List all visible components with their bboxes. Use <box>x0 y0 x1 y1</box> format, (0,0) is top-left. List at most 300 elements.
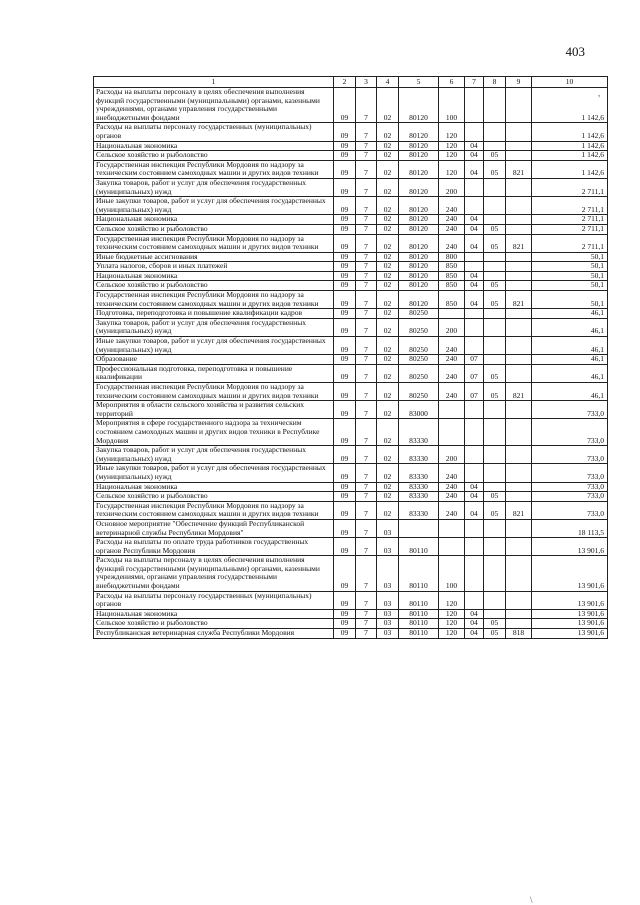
code-cell <box>484 178 506 196</box>
code-cell: 02 <box>377 281 399 291</box>
code-cell: 09 <box>334 538 356 556</box>
code-cell: 120 <box>439 619 465 629</box>
code-cell: 05 <box>484 160 506 178</box>
code-cell: 05 <box>484 501 506 519</box>
code-cell: 09 <box>334 197 356 215</box>
code-cell <box>484 401 506 419</box>
code-cell: 7 <box>356 401 377 419</box>
code-cell: 03 <box>377 609 399 619</box>
code-cell: 7 <box>356 271 377 281</box>
table-row <box>94 355 608 365</box>
code-cell: 09 <box>334 271 356 281</box>
code-cell: 7 <box>356 309 377 319</box>
code-cell: 05 <box>484 291 506 309</box>
code-cell: 09 <box>334 501 356 519</box>
code-cell <box>506 556 532 591</box>
code-cell: 05 <box>484 281 506 291</box>
code-cell: 02 <box>377 291 399 309</box>
table-row <box>94 291 608 309</box>
code-cell: 7 <box>356 629 377 639</box>
code-cell: 7 <box>356 160 377 178</box>
code-cell <box>506 482 532 492</box>
code-cell: 09 <box>334 446 356 464</box>
row-name: Национальная экономика <box>94 215 334 225</box>
code-cell: 04 <box>465 492 484 502</box>
amount-cell: 2 711,1 <box>532 234 608 252</box>
amount-cell: 1 142,6 <box>532 160 608 178</box>
row-name: Национальная экономика <box>94 271 334 281</box>
code-cell: 02 <box>377 309 399 319</box>
column-header: 3 <box>356 77 377 88</box>
code-cell: 02 <box>377 355 399 365</box>
amount-cell: 46,1 <box>532 318 608 336</box>
code-cell: 7 <box>356 355 377 365</box>
row-name: Уплата налогов, сборов и иных платежей <box>94 262 334 272</box>
row-name: Образование <box>94 355 334 365</box>
code-cell: 120 <box>439 123 465 141</box>
code-cell <box>484 262 506 272</box>
code-cell: 7 <box>356 337 377 355</box>
code-cell: 100 <box>439 88 465 123</box>
row-name: Расходы на выплаты по оплате труда работников государственных органов Республики Мордовия <box>94 538 334 556</box>
code-cell: 7 <box>356 446 377 464</box>
code-cell <box>465 262 484 272</box>
code-cell: 07 <box>465 364 484 382</box>
code-cell <box>506 446 532 464</box>
code-cell: 7 <box>356 364 377 382</box>
code-cell <box>465 464 484 482</box>
code-cell: 83330 <box>399 419 439 446</box>
amount-cell: 733,0 <box>532 492 608 502</box>
code-cell: 240 <box>439 364 465 382</box>
row-name: Государственная инспекция Республики Мордовия по надзору за техническим состоянием самоходных машин и других видов техники <box>94 234 334 252</box>
code-cell: 02 <box>377 88 399 123</box>
amount-cell: 2 711,1 <box>532 178 608 196</box>
code-cell <box>484 252 506 262</box>
amount-cell: 13 901,6 <box>532 629 608 639</box>
code-cell: 80120 <box>399 291 439 309</box>
table-row <box>94 464 608 482</box>
row-name: Государственная инспекция Республики Мордовия по надзору за техническим состоянием самоходных машин и других видов техники <box>94 501 334 519</box>
table-row <box>94 501 608 519</box>
code-cell: 821 <box>506 501 532 519</box>
code-cell: 80120 <box>399 215 439 225</box>
code-cell <box>506 262 532 272</box>
row-name: Национальная экономика <box>94 609 334 619</box>
code-cell: 80120 <box>399 151 439 161</box>
code-cell <box>484 197 506 215</box>
code-cell: 240 <box>439 197 465 215</box>
amount-cell: 13 901,6 <box>532 609 608 619</box>
code-cell: 240 <box>439 501 465 519</box>
code-cell <box>506 492 532 502</box>
table-row <box>94 215 608 225</box>
amount-cell: 2 711,1 <box>532 197 608 215</box>
code-cell: 09 <box>334 383 356 401</box>
amount-cell: 50,1 <box>532 262 608 272</box>
code-cell <box>484 464 506 482</box>
column-header: 6 <box>439 77 465 88</box>
code-cell: 80120 <box>399 281 439 291</box>
code-cell <box>506 337 532 355</box>
table-row <box>94 309 608 319</box>
code-cell: 7 <box>356 224 377 234</box>
code-cell <box>506 281 532 291</box>
code-cell: 07 <box>465 355 484 365</box>
code-cell <box>484 591 506 609</box>
code-cell: 05 <box>484 629 506 639</box>
code-cell: 7 <box>356 556 377 591</box>
table-row <box>94 419 608 446</box>
table-row <box>94 591 608 609</box>
code-cell: 80120 <box>399 160 439 178</box>
code-cell <box>506 271 532 281</box>
code-cell: 02 <box>377 401 399 419</box>
row-name: Государственная инспекция Республики Мордовия по надзору за техническим состоянием самоходных машин и других видов техники <box>94 383 334 401</box>
row-name: Иные закупки товаров, работ и услуг для обеспечения государственных (муниципальных) нужд <box>94 464 334 482</box>
code-cell: 04 <box>465 151 484 161</box>
row-name: Иные бюджетные ассигнования <box>94 252 334 262</box>
code-cell: 120 <box>439 609 465 619</box>
code-cell: 7 <box>356 318 377 336</box>
row-name: Закупка товаров, работ и услуг для обеспечения государственных (муниципальных) нужд <box>94 446 334 464</box>
code-cell: 09 <box>334 309 356 319</box>
code-cell: 120 <box>439 591 465 609</box>
code-cell <box>484 556 506 591</box>
code-cell: 02 <box>377 501 399 519</box>
page-number: 403 <box>565 44 585 59</box>
code-cell: 200 <box>439 446 465 464</box>
code-cell: 04 <box>465 215 484 225</box>
row-name: Иные закупки товаров, работ и услуг для обеспечения государственных (муниципальных) нужд <box>94 197 334 215</box>
code-cell: 03 <box>377 591 399 609</box>
code-cell: 80110 <box>399 556 439 591</box>
code-cell: 7 <box>356 234 377 252</box>
code-cell: 09 <box>334 123 356 141</box>
code-cell: 80250 <box>399 355 439 365</box>
code-cell <box>439 309 465 319</box>
code-cell: 80120 <box>399 178 439 196</box>
code-cell: 240 <box>439 492 465 502</box>
row-name: Национальная экономика <box>94 141 334 151</box>
code-cell: 7 <box>356 609 377 619</box>
code-cell: 09 <box>334 224 356 234</box>
table-row <box>94 197 608 215</box>
code-cell: 821 <box>506 160 532 178</box>
code-cell: 7 <box>356 262 377 272</box>
code-cell: 240 <box>439 383 465 401</box>
code-cell: 02 <box>377 271 399 281</box>
code-cell: 04 <box>465 291 484 309</box>
amount-cell: 50,1 <box>532 291 608 309</box>
row-name: Государственная инспекция Республики Мордовия по надзору за техническим состоянием самоходных машин и других видов техники <box>94 291 334 309</box>
code-cell <box>506 309 532 319</box>
row-name: Государственная инспекция Республики Мордовия по надзору за техническим состоянием самоходных машин и других видов техники <box>94 160 334 178</box>
amount-cell: 46,1 <box>532 364 608 382</box>
code-cell: 120 <box>439 160 465 178</box>
code-cell <box>465 591 484 609</box>
row-name: Мероприятия в сфере государственного надзора за техническим состоянием самоходных машин и других видов техники в Республике Мордовия <box>94 419 334 446</box>
code-cell: 09 <box>334 629 356 639</box>
code-cell <box>439 419 465 446</box>
code-cell: 04 <box>465 160 484 178</box>
code-cell: 7 <box>356 252 377 262</box>
amount-cell: 46,1 <box>532 383 608 401</box>
code-cell: 05 <box>484 364 506 382</box>
amount-cell: 50,1 <box>532 271 608 281</box>
code-cell: 07 <box>465 383 484 401</box>
code-cell <box>484 309 506 319</box>
code-cell: 05 <box>484 224 506 234</box>
code-cell: 7 <box>356 501 377 519</box>
code-cell: 04 <box>465 482 484 492</box>
table-row <box>94 318 608 336</box>
code-cell: 80250 <box>399 309 439 319</box>
code-cell <box>484 123 506 141</box>
code-cell: 200 <box>439 178 465 196</box>
code-cell <box>506 519 532 537</box>
code-cell <box>465 538 484 556</box>
code-cell <box>506 215 532 225</box>
code-cell: 7 <box>356 538 377 556</box>
table-row <box>94 151 608 161</box>
code-cell: 02 <box>377 252 399 262</box>
table-row <box>94 234 608 252</box>
code-cell: 200 <box>439 318 465 336</box>
code-cell: 83330 <box>399 464 439 482</box>
header-row <box>94 77 608 88</box>
row-name: Расходы на выплаты персоналу государственных (муниципальных) органов <box>94 123 334 141</box>
code-cell: 03 <box>377 519 399 537</box>
code-cell <box>506 464 532 482</box>
code-cell: 09 <box>334 364 356 382</box>
code-cell: 821 <box>506 383 532 401</box>
table-row <box>94 88 608 123</box>
code-cell: 7 <box>356 519 377 537</box>
code-cell <box>465 519 484 537</box>
code-cell <box>484 337 506 355</box>
code-cell: 80250 <box>399 383 439 401</box>
code-cell: 09 <box>334 519 356 537</box>
table-row <box>94 224 608 234</box>
code-cell: 7 <box>356 123 377 141</box>
code-cell <box>484 446 506 464</box>
amount-cell: 13 901,6 <box>532 619 608 629</box>
code-cell: 83000 <box>399 401 439 419</box>
code-cell <box>506 252 532 262</box>
code-cell: 09 <box>334 215 356 225</box>
table-row <box>94 538 608 556</box>
code-cell: 7 <box>356 141 377 151</box>
code-cell: 02 <box>377 419 399 446</box>
code-cell: 80120 <box>399 224 439 234</box>
row-name: Мероприятия в области сельского хозяйства и развития сельских территорий <box>94 401 334 419</box>
code-cell <box>465 252 484 262</box>
code-cell <box>465 337 484 355</box>
code-cell: 240 <box>439 215 465 225</box>
code-cell: 240 <box>439 464 465 482</box>
code-cell: 04 <box>465 629 484 639</box>
code-cell: 09 <box>334 591 356 609</box>
amount-cell: 733,0 <box>532 464 608 482</box>
code-cell <box>506 401 532 419</box>
code-cell: 7 <box>356 88 377 123</box>
code-cell: 240 <box>439 337 465 355</box>
code-cell: 02 <box>377 464 399 482</box>
code-cell: 02 <box>377 160 399 178</box>
table-row <box>94 519 608 537</box>
code-cell: 7 <box>356 178 377 196</box>
code-cell: 7 <box>356 482 377 492</box>
code-cell: 120 <box>439 141 465 151</box>
row-name: Республиканская ветеринарная служба Республики Мордовия <box>94 629 334 639</box>
code-cell: 80120 <box>399 141 439 151</box>
code-cell <box>465 446 484 464</box>
code-cell: 120 <box>439 629 465 639</box>
code-cell: 850 <box>439 281 465 291</box>
code-cell: 83330 <box>399 492 439 502</box>
code-cell <box>484 88 506 123</box>
table-row <box>94 401 608 419</box>
amount-cell: 13 901,6 <box>532 556 608 591</box>
code-cell <box>506 355 532 365</box>
code-cell <box>484 318 506 336</box>
code-cell: 02 <box>377 318 399 336</box>
code-cell <box>484 519 506 537</box>
code-cell: 04 <box>465 141 484 151</box>
code-cell: 04 <box>465 609 484 619</box>
code-cell: 80120 <box>399 234 439 252</box>
amount-cell: 1 142,6 <box>532 88 608 123</box>
code-cell: 03 <box>377 556 399 591</box>
code-cell: 04 <box>465 619 484 629</box>
table-row <box>94 383 608 401</box>
row-name: Национальная экономика <box>94 482 334 492</box>
table-row <box>94 337 608 355</box>
code-cell: 818 <box>506 629 532 639</box>
code-cell: 05 <box>484 619 506 629</box>
code-cell: 05 <box>484 383 506 401</box>
amount-cell: 50,1 <box>532 281 608 291</box>
scan-speck: \ <box>530 895 533 905</box>
code-cell: 83330 <box>399 501 439 519</box>
code-cell: 02 <box>377 178 399 196</box>
code-cell: 09 <box>334 234 356 252</box>
code-cell: 100 <box>439 556 465 591</box>
code-cell: 03 <box>377 619 399 629</box>
amount-cell: 1 142,6 <box>532 123 608 141</box>
code-cell <box>506 419 532 446</box>
row-name: Закупка товаров, работ и услуг для обеспечения государственных (муниципальных) нужд <box>94 178 334 196</box>
code-cell: 240 <box>439 234 465 252</box>
amount-cell: 733,0 <box>532 446 608 464</box>
code-cell: 240 <box>439 224 465 234</box>
code-cell: 80120 <box>399 271 439 281</box>
amount-cell: 13 901,6 <box>532 591 608 609</box>
code-cell <box>439 519 465 537</box>
code-cell: 03 <box>377 538 399 556</box>
code-cell <box>506 88 532 123</box>
code-cell: 7 <box>356 197 377 215</box>
table-row <box>94 629 608 639</box>
code-cell: 80250 <box>399 364 439 382</box>
table-body <box>94 88 608 639</box>
table-row <box>94 178 608 196</box>
code-cell: 09 <box>334 318 356 336</box>
code-cell: 80120 <box>399 123 439 141</box>
code-cell: 05 <box>484 492 506 502</box>
code-cell: 09 <box>334 252 356 262</box>
code-cell: 7 <box>356 419 377 446</box>
row-name: Сельское хозяйство и рыболовство <box>94 281 334 291</box>
code-cell: 03 <box>377 629 399 639</box>
column-header: 9 <box>506 77 532 88</box>
code-cell <box>484 538 506 556</box>
code-cell <box>484 215 506 225</box>
code-cell: 09 <box>334 262 356 272</box>
code-cell: 80120 <box>399 88 439 123</box>
code-cell <box>506 151 532 161</box>
code-cell <box>465 197 484 215</box>
column-header: 2 <box>334 77 356 88</box>
code-cell: 02 <box>377 234 399 252</box>
code-cell: 7 <box>356 492 377 502</box>
amount-cell: 2 711,1 <box>532 215 608 225</box>
code-cell <box>465 318 484 336</box>
code-cell: 09 <box>334 609 356 619</box>
code-cell: 02 <box>377 197 399 215</box>
code-cell <box>506 141 532 151</box>
amount-cell: 46,1 <box>532 309 608 319</box>
row-name: Расходы на выплаты персоналу государственных (муниципальных) органов <box>94 591 334 609</box>
column-header: 10 <box>532 77 608 88</box>
code-cell: 7 <box>356 591 377 609</box>
amount-cell: 1 142,6 <box>532 141 608 151</box>
amount-cell: 733,0 <box>532 419 608 446</box>
code-cell: 04 <box>465 501 484 519</box>
row-name: Подготовка, переподготовка и повышение квалификации кадров <box>94 309 334 319</box>
amount-cell: 46,1 <box>532 355 608 365</box>
code-cell: 800 <box>439 252 465 262</box>
table-row <box>94 262 608 272</box>
code-cell <box>506 591 532 609</box>
code-cell: 02 <box>377 446 399 464</box>
code-cell: 7 <box>356 215 377 225</box>
code-cell: 09 <box>334 556 356 591</box>
code-cell: 09 <box>334 401 356 419</box>
code-cell: 02 <box>377 262 399 272</box>
code-cell: 09 <box>334 419 356 446</box>
code-cell <box>506 197 532 215</box>
code-cell: 09 <box>334 141 356 151</box>
column-header: 7 <box>465 77 484 88</box>
amount-cell: 733,0 <box>532 501 608 519</box>
table-row <box>94 364 608 382</box>
code-cell: 7 <box>356 383 377 401</box>
code-cell: 83330 <box>399 482 439 492</box>
code-cell: 02 <box>377 492 399 502</box>
code-cell: 04 <box>465 271 484 281</box>
row-name: Основное мероприятие "Обеспечение функций Республиканской ветеринарной службы Республики Мордовия" <box>94 519 334 537</box>
row-name: Расходы на выплаты персоналу в целях обеспечения выполнения функций государственными (муниципальными) органами, казенными учреждениями, органами управления государственными внебюджетными фондами <box>94 556 334 591</box>
code-cell: 02 <box>377 215 399 225</box>
code-cell: 850 <box>439 262 465 272</box>
code-cell: 80110 <box>399 538 439 556</box>
code-cell: 09 <box>334 281 356 291</box>
code-cell: 05 <box>484 234 506 252</box>
code-cell: 09 <box>334 291 356 309</box>
row-name: Профессиональная подготовка, переподготовка и повышение квалификации <box>94 364 334 382</box>
